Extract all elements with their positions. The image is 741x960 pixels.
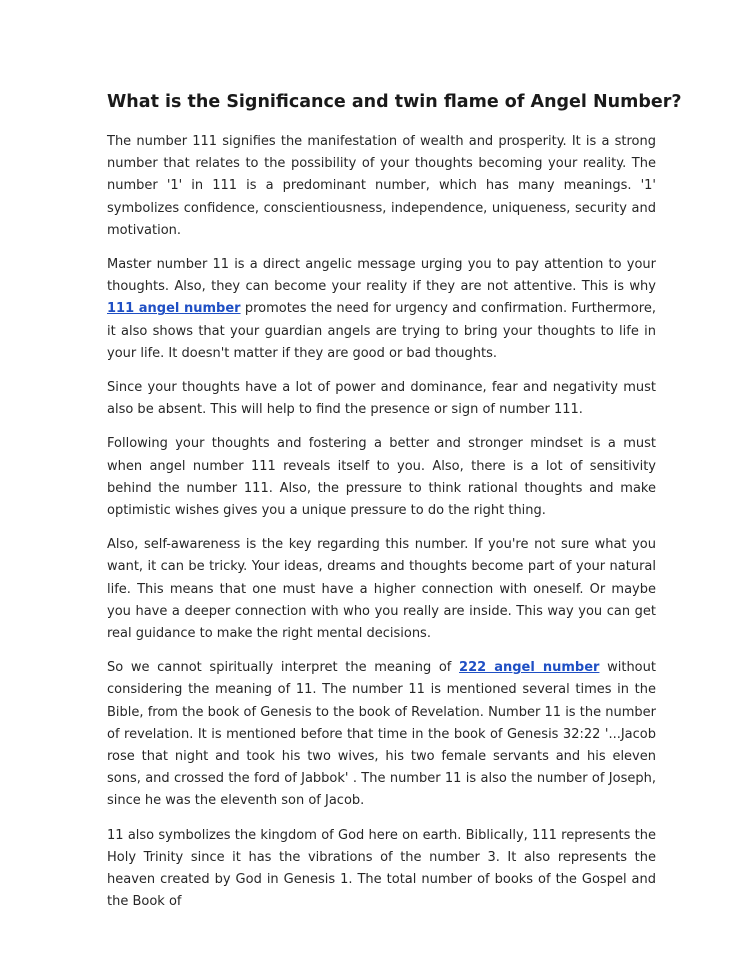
paragraph-2-text-before: Master number 11 is a direct angelic message urging you to pay attention to your thoughts. Also, they can become your reality if they are not attentive. This is why: [107, 257, 656, 295]
paragraph-7: 11 also symbolizes the kingdom of God here on earth. Biblically, 111 represents the Holy Trinity since it has the vibrations of the number 3. It also represents the heaven created by God in Genesis 1. The total number of books of the Gospel and the Book of: [107, 827, 656, 910]
paragraph-6-text-after: without considering the meaning of 11. The number 11 is mentioned several times in the Bible, from the book of Genesis to the book of Revelation. Number 11 is the number of revelation. It is mentioned before that time in the book of Genesis 32:22 '...Jacob rose that night and took his two wives, his two female servants and his eleven sons, and crossed the ford of Jabbok' . The number 11 is also the number of Joseph, since he was the eleventh son of Jacob.: [107, 660, 656, 809]
document-page: [107, 88, 682, 926]
paragraph-6: [107, 657, 656, 812]
link-111-angel-number[interactable]: 111 angel number: [107, 301, 241, 317]
page-title: What is the Significance and twin flame of Angel Number?: [107, 92, 682, 112]
paragraph-1: The number 111 signifies the manifestation of wealth and prosperity. It is a strong number that relates to the possibility of your thoughts becoming your reality. The number '1' in 111 is a predominant number, which has many meanings. '1' symbolizes confidence, conscientiousness, independence, uniqueness, security and motivation.: [107, 134, 656, 238]
link-222-angel-number[interactable]: 222 angel number: [459, 660, 600, 676]
paragraph-2: [107, 254, 656, 365]
paragraph-4: Following your thoughts and fostering a better and stronger mindset is a must when angel number 111 reveals itself to you. Also, there is a lot of sensitivity behind the number 111. Also, the pressure to think rational thoughts and make optimistic wishes gives you a unique pressure to do the right thing.: [107, 436, 656, 519]
paragraph-5: Also, self-awareness is the key regarding this number. If you're not sure what you want, it can be tricky. Your ideas, dreams and thoughts become part of your natural life. This means that one must have a higher connection with oneself. Or maybe you have a deeper connection with who you really are inside. This way you can get real guidance to make the right mental decisions.: [107, 537, 656, 642]
paragraph-3: Since your thoughts have a lot of power and dominance, fear and negativity must also be absent. This will help to find the presence or sign of number 111.: [107, 380, 656, 418]
paragraph-6-text-before: So we cannot spiritually interpret the meaning of: [107, 660, 460, 676]
paragraph-2-text-after: promotes the need for urgency and confirmation. Furthermore, it also shows that your guardian angels are trying to bring your thoughts to life in your life. It doesn't matter if they are good or bad thoughts.: [107, 301, 656, 361]
